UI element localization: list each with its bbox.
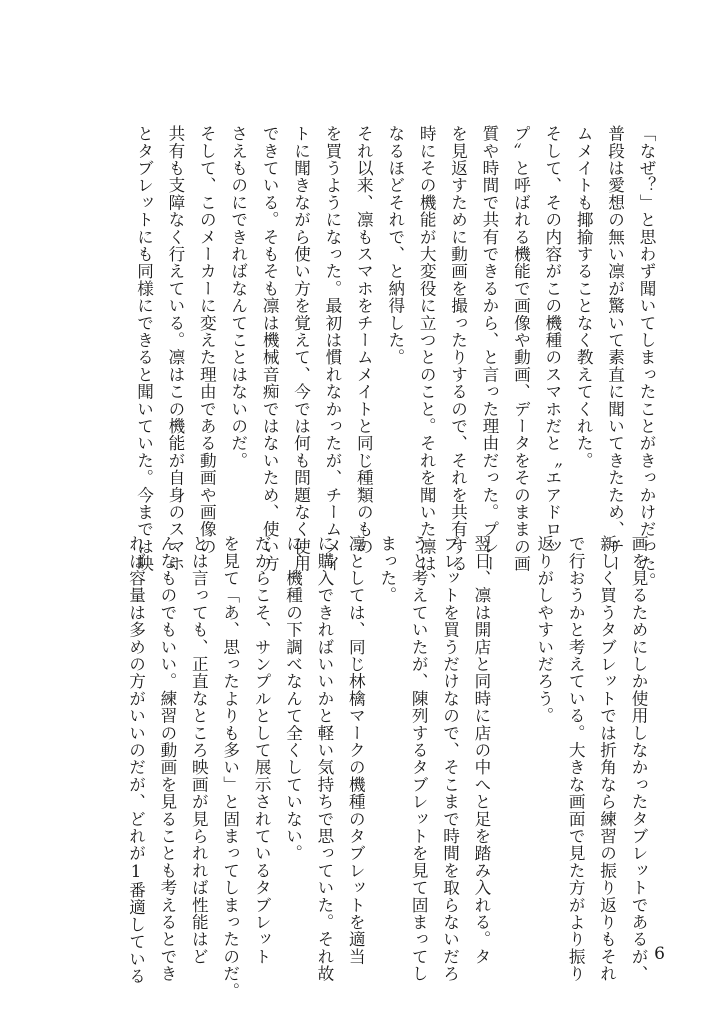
text-line: を見返すために動画を撮ったりするので、それを共有する	[448, 125, 468, 573]
text-line: そして、その内容がこの機種のスマホだと〝エアドロッ	[542, 125, 562, 555]
text-line: を買うようになった。最初は慣れなかったが、チームメイ	[322, 125, 342, 573]
text-line: そして、このメーカーに変えた理由である動画や画像の	[197, 125, 217, 555]
text-line: れば容量は多めの方がいいのだが、どれが1番適している	[126, 535, 146, 985]
text-line: 返りがしやすいだろう。	[534, 535, 554, 725]
text-line: 質や時間で共有できるから、と言った理由だった。プレー	[479, 125, 499, 573]
text-line: ムメイトも揶揄することなく教えてくれた。	[574, 125, 594, 469]
text-line: 普段は愛想の無い凛が驚いて素直に聞いてきたため、チー	[605, 125, 625, 573]
page-number: 6	[654, 944, 665, 964]
text-line: なるほどそれで、と納得した。	[385, 125, 405, 366]
text-line: 凛としては、同じ林檎マークの機種のタブレットを適当	[346, 535, 366, 965]
text-line: とタブレットにも同様にできると聞いていた。今までは映	[134, 125, 154, 573]
text-line: 翌日、凛は開店と同時に店の中へと足を踏み入れる。タ	[471, 535, 491, 965]
text-line: プ〟と呼ばれる機能で画像や動画、データをそのままの画	[511, 125, 531, 573]
upper-text-column-block	[128, 125, 662, 590]
text-line: トに聞きながら使い方を覚えて、今では何も問題なく使用	[291, 125, 311, 573]
text-line: に購入できればいいかと軽い気持ちで思っていた。それ故	[314, 535, 334, 983]
text-line	[497, 535, 528, 930]
text-line: 新しく買うタブレットでは折角なら練習の振り返りもそれ	[597, 535, 617, 983]
text-line: さえものにできればなんてことはないのだ。	[228, 125, 248, 469]
text-line: できている。そもそも凛は機械音痴ではないため、使い方	[260, 125, 280, 573]
text-line: だからこそ、サンプルとして展示されているタブレット	[252, 535, 272, 965]
text-line: 時にその機能が大変役に立つとのこと。それを聞いた凛は、	[417, 125, 437, 590]
text-line: 共有も支障なく行えている。凛はこの機能が自身のスマホ	[165, 125, 185, 573]
lower-text-column-block	[120, 535, 654, 1000]
text-line: それ以来、凛もスマホをチームメイトと同じ種類のもの	[354, 125, 374, 555]
text-line: まった。	[377, 535, 397, 604]
text-line: を見て「あ、思ったよりも多い」と固まってしまったのだ。	[220, 535, 240, 1000]
text-line: うと考えていたが、陳列するタブレットを見て固まってし	[409, 535, 429, 983]
text-line: 画を見るためにしか使用しなかったタブレットであるが、	[629, 535, 648, 983]
text-line: 「なぜ？」と思わず聞いてしまったことがきっかけだった。	[637, 125, 656, 590]
text-line: ブレットを買うだけなので、そこまで時間を取らないだろ	[440, 535, 460, 983]
text-line: に、機種の下調べなんて全くしていない。	[283, 535, 303, 862]
text-line: で行おうかと考えている。大きな画面で見た方がより振り	[566, 535, 586, 983]
text-line: とは言っても、正直なところ映画が見られれば性能はど	[189, 535, 209, 965]
text-line: んなものでもいい。練習の動画を見ることも考えるとでき	[157, 535, 177, 983]
